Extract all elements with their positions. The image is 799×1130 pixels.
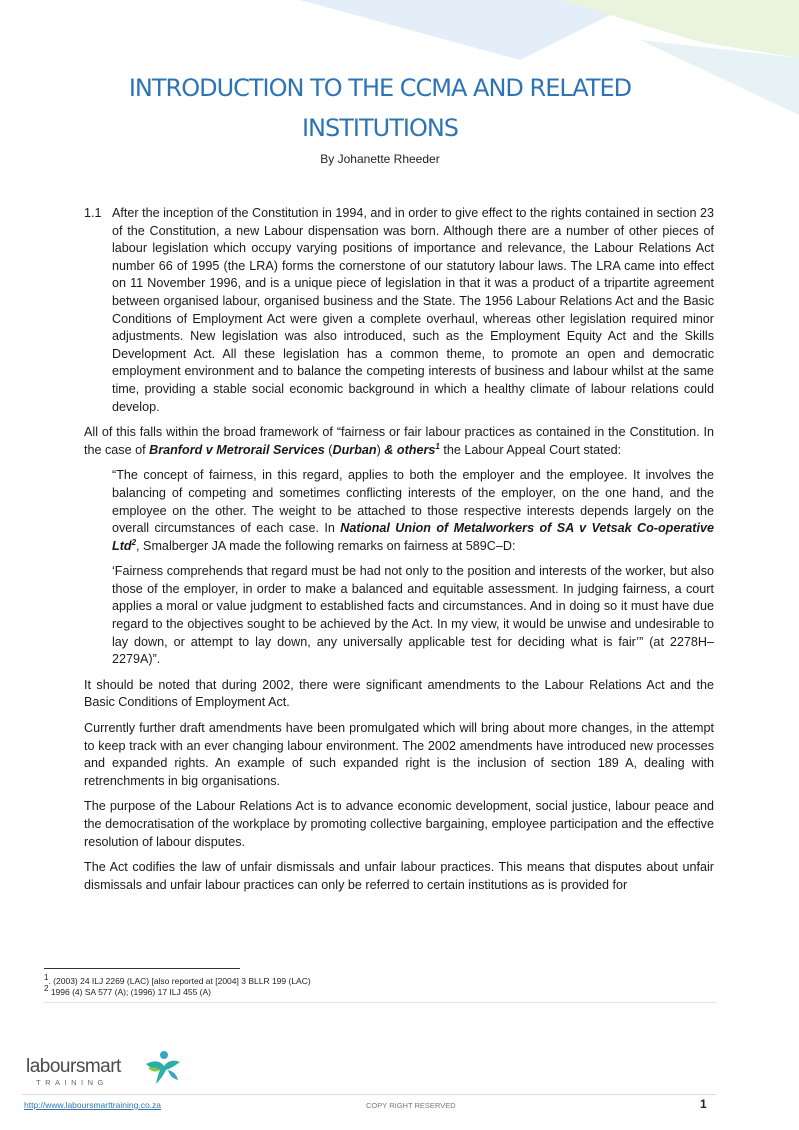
paragraph-purpose: The purpose of the Labour Relations Act is to advance economic development, social justice, labour peace and the democratisation of the workplace by promoting collective bargaining, employee participation and the effective resolution of labour disputes.: [84, 799, 714, 849]
footnote-ref-2[interactable]: 2: [131, 537, 137, 547]
case-paren-open: (: [324, 442, 333, 457]
quote-fairness-concept: [112, 467, 714, 555]
case-name-branford: Branford v Metrorail Services: [149, 442, 325, 457]
footnote-bottom-rule: [44, 1002, 716, 1003]
footnote-2: [44, 984, 724, 998]
paragraph-draft-amendments: Currently further draft amendments have been promulgated which will bring about more changes, in the attempt to keep track with an ever changing labour environment. The 2002 amendments have introduced new processes and expanded rights. An example of such expanded right is the inclusion of section 189 A, dealing with retrenchments in big organisations.: [84, 721, 714, 788]
footnote-1: [44, 973, 724, 987]
section-1-1-text: After the inception of the Constitution in 1994, and in order to give effect to the rights contained in section 23 of the Constitution, a new Labour dispensation was born. Although there are a number of other pieces of labour legislation which occupy varying positions of importance and relevance, the Labour Relations Act number 66 of 1995 (the LRA) forms the cornerstone of our statutory labour laws. The LRA came into effect on 11 November 1996, and is a unique piece of legislation in that it was a product of a tripartite agreement between organised labour, organised business and the State. The 1956 Labour Relations Act and the Basic Conditions of Employment Act were given a complete overhaul, whereas other legislation required minor adjustments. New legislation was also introduced, such as the Employment Equity Act and the Skills Development Act. All these legislation has a common theme, to promote an open and democratic employment environment and to balance the competing interests of business and labour whilst at the same time, providing a stable social economic background in which a healthy climate of labour relations could develop.: [112, 206, 714, 414]
paragraph-codifies: The Act codifies the law of unfair dismissals and unfair labour practices. This means that disputes about unfair dismissals and unfair labour practices can only be referred to certain institutions as is provided for: [84, 860, 714, 892]
footer-rule: [22, 1094, 716, 1095]
page-number: 1: [700, 1097, 707, 1111]
quote-1-after-text: , Smalberger JA made the following remarks on fairness at 589C–D:: [136, 538, 516, 553]
logo-subtitle: TRAINING: [36, 1078, 108, 1087]
fairness-paragraph: [84, 424, 714, 459]
fairness-intro-text: All of this falls within the broad framework of “fairness or fair labour practices as contained in the Constitution. In the case of: [84, 425, 714, 457]
case-name-numsa: National Union of Metalworkers of SA v Vetsak Co-operative Ltd: [112, 521, 714, 553]
case-paren-close: ): [376, 442, 385, 457]
footnote-2-text: 1996 (4) SA 577 (A); (1996) 17 ILJ 455 (A): [48, 987, 211, 997]
laboursmart-logo: [26, 1050, 176, 1090]
quote-1-text: “The concept of fairness, in this regard, applies to both the employer and the employee. It involves the balancing of competing and sometimes conflicting interests of the employer, on the one hand, and the employee on the other. The weight to be attached to those respective interests depends largely on the overall circumstances of each case. In: [112, 468, 714, 536]
footnote-1-text: . (2003) 24 ILJ 2269 (LAC) [also reported at [2004] 3 BLLR 199 (LAC): [48, 976, 311, 986]
case-others: & others: [384, 442, 436, 457]
footnote-ref-1[interactable]: 1: [435, 441, 440, 451]
footer-copyright: COPY RIGHT RESERVED: [366, 1101, 456, 1110]
footnote-mark-2: 2: [44, 984, 49, 994]
footer-website-link[interactable]: http://www.laboursmarttraining.co.za: [24, 1100, 162, 1110]
footnotes: [44, 973, 724, 998]
author-byline: By Johanette Rheeder: [320, 152, 440, 166]
footnote-mark-1: 1: [44, 973, 49, 983]
fairness-after-text: the Labour Appeal Court stated:: [439, 442, 622, 457]
case-place: Durban: [332, 442, 377, 457]
footnote-separator: [44, 968, 240, 969]
paragraph-amendments-2002: It should be noted that during 2002, there were significant amendments to the Labour Relations Act and the Basic Conditions of Employment Act.: [84, 677, 714, 710]
page-title: INTRODUCTION TO THE CCMA AND RELATED INSTITUTIONS: [128, 74, 632, 142]
section-1-1: [84, 205, 714, 416]
logo-figure-icon: [142, 1050, 182, 1086]
logo-wordmark: laboursmart: [26, 1056, 121, 1077]
document-body: [84, 205, 714, 902]
quote-fairness-comprehends: ‘Fairness comprehends that regard must be had not only to the position and interests of the worker, but also those of the employer, in order to make a balanced and equitable assessment. In judging fairness, a court applies a moral or value judgment to established facts and circumstances. And in doing so it must have due regard to the objectives sought to be achieved by the Act. In my view, it would be unwise and undesirable to lay down, or attempt to lay down, any universally applicable test for deciding what is fair’” (at 2278H–2279A)”.: [112, 564, 714, 667]
section-number: 1.1: [84, 206, 102, 220]
